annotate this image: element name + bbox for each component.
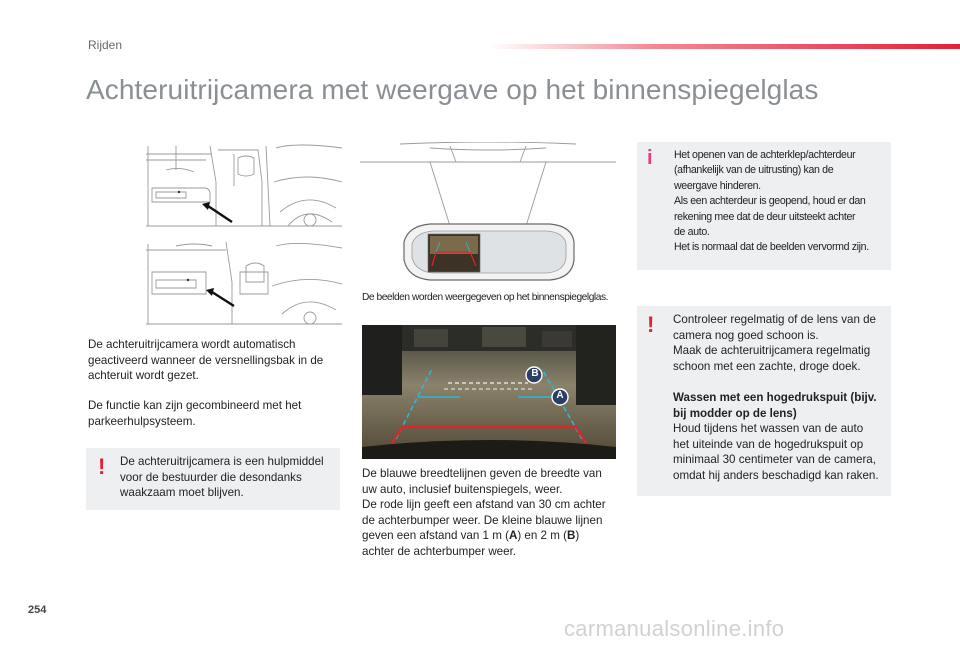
text-line: het uiteinde van de hogedrukspuit op	[673, 437, 864, 451]
text-line: camera nog goed schoon is.	[673, 328, 819, 342]
exclamation-icon: !	[647, 312, 655, 337]
text-line: schoon met een zachte, droge doek.	[673, 359, 861, 373]
text-line: (afhankelijk van de uitrusting) kan de	[674, 164, 834, 177]
text-line: de auto.	[674, 226, 710, 239]
text-line: De achteruitrijcamera wordt automatisch	[88, 338, 296, 351]
marker-b-label: B	[531, 368, 539, 379]
text-fragment: geven een afstand van 1 m (	[362, 529, 509, 543]
text-line: weergave hinderen.	[674, 179, 761, 192]
text-line: Controleer regelmatig of de lens van de	[673, 313, 877, 326]
page-number: 254	[28, 604, 47, 616]
rear-view-mirror-illustration	[360, 142, 616, 292]
marker-a-ref: A	[508, 529, 518, 543]
camera-location-illustration	[146, 142, 342, 326]
text-line: De functie kan zijn gecombineerd met het	[88, 399, 302, 412]
text-line: voor de bestuurder die desondanks	[120, 470, 302, 484]
activation-paragraph	[88, 337, 348, 384]
mirror-caption: De beelden worden weergegeven op het binnenspiegelglas.	[362, 292, 608, 303]
text-line-distances	[362, 528, 624, 544]
text-line: Maak de achteruitrijcamera regelmatig	[673, 344, 871, 358]
wash-heading: Wassen met een hogedrukspuit (bijv.	[673, 390, 877, 404]
marker-b-ref: B	[566, 529, 576, 543]
text-line: uw auto, inclusief buitenspiegels, weer.	[362, 482, 563, 496]
camera-view-illustration	[362, 325, 616, 459]
text-line: de achterbumper weer. De kleine blauwe lijnen	[362, 513, 603, 527]
text-fragment: )	[575, 529, 580, 543]
watermark: carmanualsonline.info	[564, 616, 785, 641]
exclamation-icon: !	[98, 454, 106, 479]
text-line: rekening mee dat de deur uitsteekt achter	[674, 210, 856, 223]
warning-box-attention	[86, 448, 340, 510]
page-title: Achteruitrijcamera met weergave op het binnenspiegelglas	[86, 74, 819, 105]
text-line: geactiveerd wanneer de versnellingsbak in de	[88, 353, 324, 367]
text-fragment: ) en 2 m (	[517, 529, 567, 543]
text-line: De rode lijn geeft een afstand van 30 cm achter	[362, 498, 606, 512]
text-line: omdat hij anders beschadigd kan raken.	[673, 468, 879, 482]
text-line: De achteruitrijcamera is een hulpmiddel	[120, 455, 324, 468]
info-box	[637, 142, 891, 270]
wash-heading: bij modder op de lens)	[673, 406, 797, 420]
warning-box-cleaning	[637, 306, 891, 496]
text-line: minimaal 30 centimeter van de camera,	[673, 453, 876, 467]
text-line: achter de achterbumper weer.	[362, 544, 517, 558]
text-line: De blauwe breedtelijnen geven de breedte van	[362, 467, 602, 480]
text-line: Het openen van de achterklep/achterdeur	[674, 149, 856, 161]
text-line: Als een achterdeur is geopend, houd er dan	[674, 195, 866, 208]
info-icon: i	[647, 147, 653, 169]
text-line: achteruit wordt gezet.	[88, 369, 199, 383]
marker-a-label: A	[556, 390, 564, 401]
text-line: waakzaam moet blijven.	[120, 486, 244, 500]
parking-aid-paragraph	[88, 398, 348, 429]
text-line: parkeerhulpsysteem.	[88, 414, 196, 428]
text-line: Houd tijdens het wassen van de auto	[673, 422, 864, 436]
header-accent-bar	[490, 44, 960, 49]
guide-lines-paragraph	[362, 466, 624, 560]
section-label: Rijden	[88, 38, 123, 52]
text-line: Het is normaal dat de beelden vervormd zijn.	[674, 241, 869, 254]
